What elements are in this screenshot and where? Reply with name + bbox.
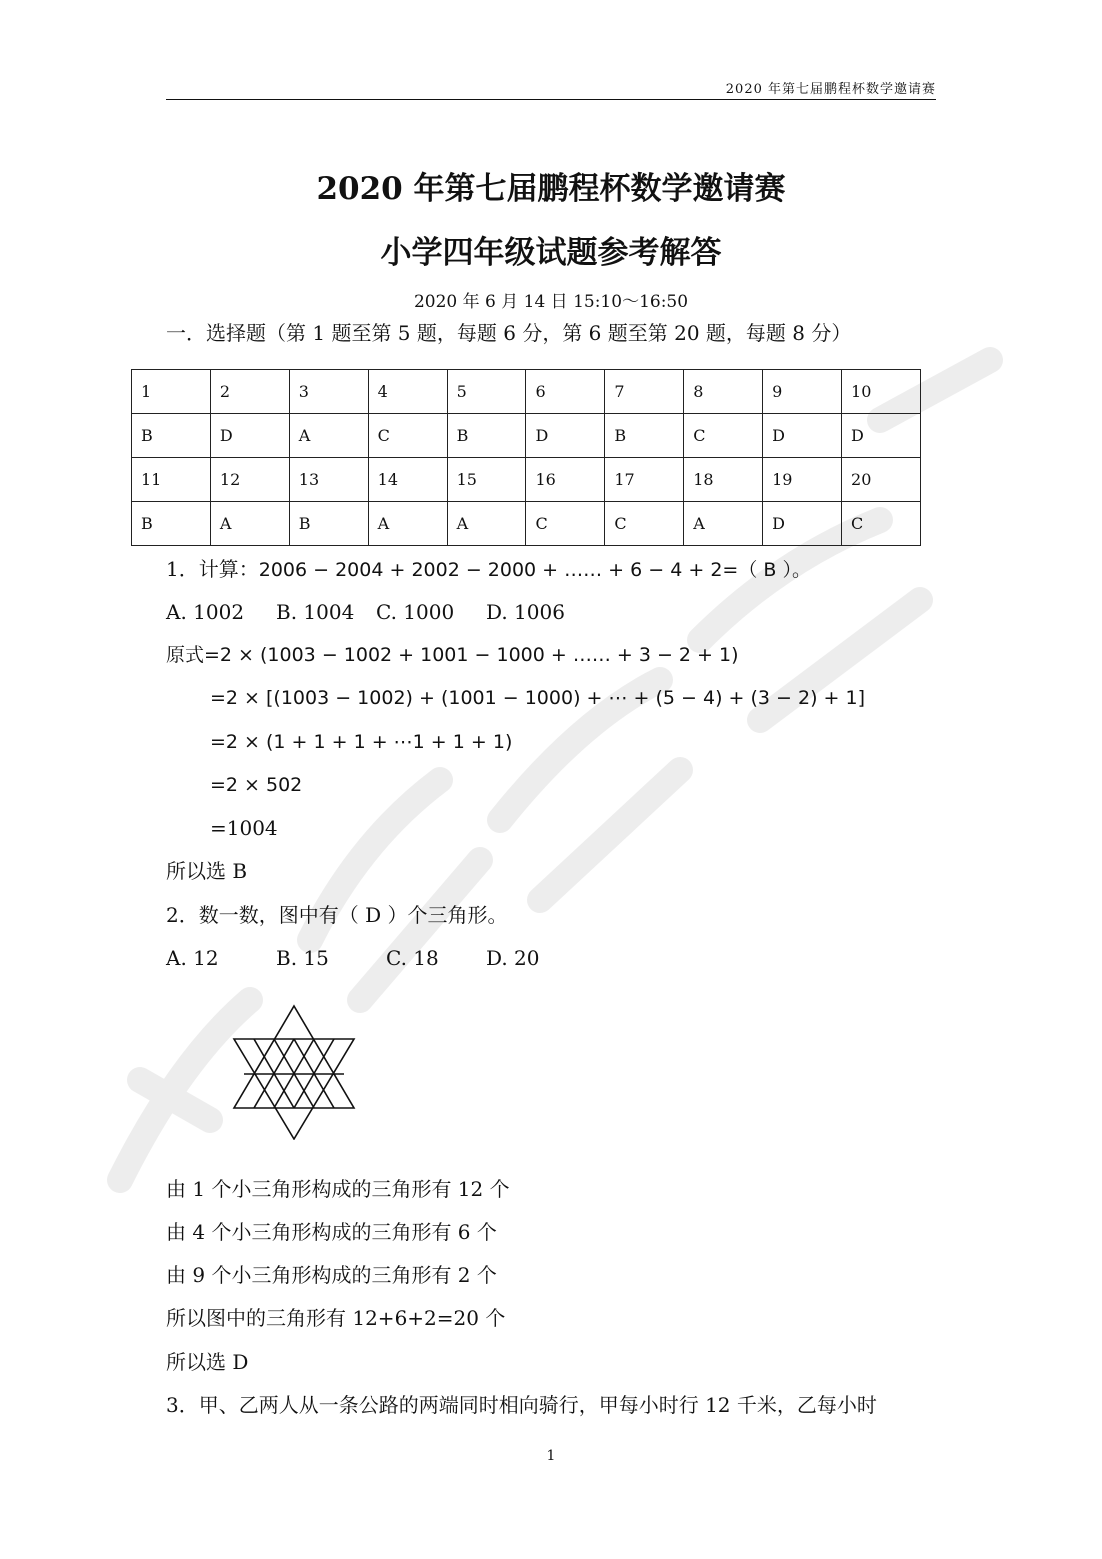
table-cell: C <box>526 502 605 546</box>
table-cell: 17 <box>605 458 684 502</box>
header-rule <box>166 99 936 100</box>
table-cell: C <box>368 414 447 458</box>
table-cell: 19 <box>763 458 842 502</box>
table-cell: C <box>684 414 763 458</box>
q1-step-3: =2 × (1 + 1 + 1 + ⋯1 + 1 + 1) <box>210 731 513 753</box>
table-row-answers <box>132 414 921 458</box>
page-number: 1 <box>546 1448 556 1464</box>
exam-time: 2020 年 6 月 14 日 15:10～16:50 <box>413 292 689 312</box>
table-cell: 8 <box>684 370 763 414</box>
table-cell: D <box>210 414 289 458</box>
table-cell: D <box>842 414 921 458</box>
q2-conclusion: 所以选 D <box>166 1350 249 1374</box>
table-cell: 11 <box>132 458 211 502</box>
table-cell: A <box>368 502 447 546</box>
q1-label: 1．计算： <box>166 557 259 581</box>
table-cell: 10 <box>842 370 921 414</box>
q1-step-5: =1004 <box>210 816 278 840</box>
page-subtitle: 小学四年级试题参考解答 <box>380 235 722 271</box>
q2-prompt: 2．数一数，图中有（ D ）个三角形。 <box>166 903 508 927</box>
table-cell: 1 <box>132 370 211 414</box>
q2-solution-2: 由 4 个小三角形构成的三角形有 6 个 <box>166 1220 497 1244</box>
table-cell: 2 <box>210 370 289 414</box>
table-cell: 9 <box>763 370 842 414</box>
table-cell: 12 <box>210 458 289 502</box>
answer-table <box>131 369 921 546</box>
q1-conclusion: 所以选 B <box>166 859 248 883</box>
q1-step-2: =2 × [(1003 − 1002) + (1001 − 1000) + ⋯ + (5 − 4) + (3 − 2) + 1] <box>210 687 865 709</box>
q2-solution-3: 由 9 个小三角形构成的三角形有 2 个 <box>166 1263 497 1287</box>
table-cell: B <box>605 414 684 458</box>
section-heading: 一．选择题（第 1 题至第 5 题，每题 6 分，第 6 题至第 20 题，每题 8 分） <box>166 321 852 345</box>
table-row-question-numbers <box>132 370 921 414</box>
page-title: 2020 年第七届鹏程杯数学邀请赛 <box>316 171 786 207</box>
table-cell: 16 <box>526 458 605 502</box>
table-cell: C <box>605 502 684 546</box>
table-cell: A <box>289 414 368 458</box>
q2-options <box>166 944 540 972</box>
q1-step-1: 原式=2 × (1003 − 1002 + 1001 − 1000 + …… + 3 − 2 + 1) <box>166 644 739 666</box>
table-row-question-numbers <box>132 458 921 502</box>
q1-option-a: A. 1002 <box>166 600 245 624</box>
table-cell: D <box>763 502 842 546</box>
table-cell: C <box>842 502 921 546</box>
q1-expression: 2006 − 2004 + 2002 − 2000 + …… + 6 − 4 + 2=（ B ）。 <box>258 559 811 581</box>
table-cell: B <box>132 414 211 458</box>
table-cell: 7 <box>605 370 684 414</box>
q1-prompt <box>166 555 811 584</box>
table-cell: 14 <box>368 458 447 502</box>
q1-option-c: C. 1000 <box>376 600 455 624</box>
table-cell: 5 <box>447 370 526 414</box>
table-cell: 6 <box>526 370 605 414</box>
q1-option-d: D. 1006 <box>486 600 565 624</box>
table-row-answers <box>132 502 921 546</box>
q2-option-d: D. 20 <box>486 946 540 970</box>
table-cell: 20 <box>842 458 921 502</box>
table-cell: A <box>210 502 289 546</box>
table-cell: 18 <box>684 458 763 502</box>
table-cell: 3 <box>289 370 368 414</box>
q1-option-b: B. 1004 <box>276 600 355 624</box>
q2-option-a: A. 12 <box>166 946 219 970</box>
q1-step-4: =2 × 502 <box>210 774 303 796</box>
table-cell: A <box>684 502 763 546</box>
q2-solution-4: 所以图中的三角形有 12+6+2=20 个 <box>166 1306 506 1330</box>
table-cell: 4 <box>368 370 447 414</box>
running-header: 2020 年第七届鹏程杯数学邀请赛 <box>725 82 936 97</box>
table-cell: B <box>289 502 368 546</box>
table-cell: D <box>526 414 605 458</box>
table-cell: D <box>763 414 842 458</box>
star-triangle-figure <box>230 1004 360 1140</box>
table-cell: 13 <box>289 458 368 502</box>
q1-options <box>166 598 565 626</box>
table-cell: B <box>447 414 526 458</box>
table-cell: B <box>132 502 211 546</box>
table-cell: A <box>447 502 526 546</box>
q2-solution-1: 由 1 个小三角形构成的三角形有 12 个 <box>166 1177 510 1201</box>
q2-option-b: B. 15 <box>276 946 329 970</box>
table-cell: 15 <box>447 458 526 502</box>
q2-option-c: C. 18 <box>386 946 439 970</box>
q3-prompt: 3．甲、乙两人从一条公路的两端同时相向骑行，甲每小时行 12 千米，乙每小时 <box>166 1393 877 1417</box>
